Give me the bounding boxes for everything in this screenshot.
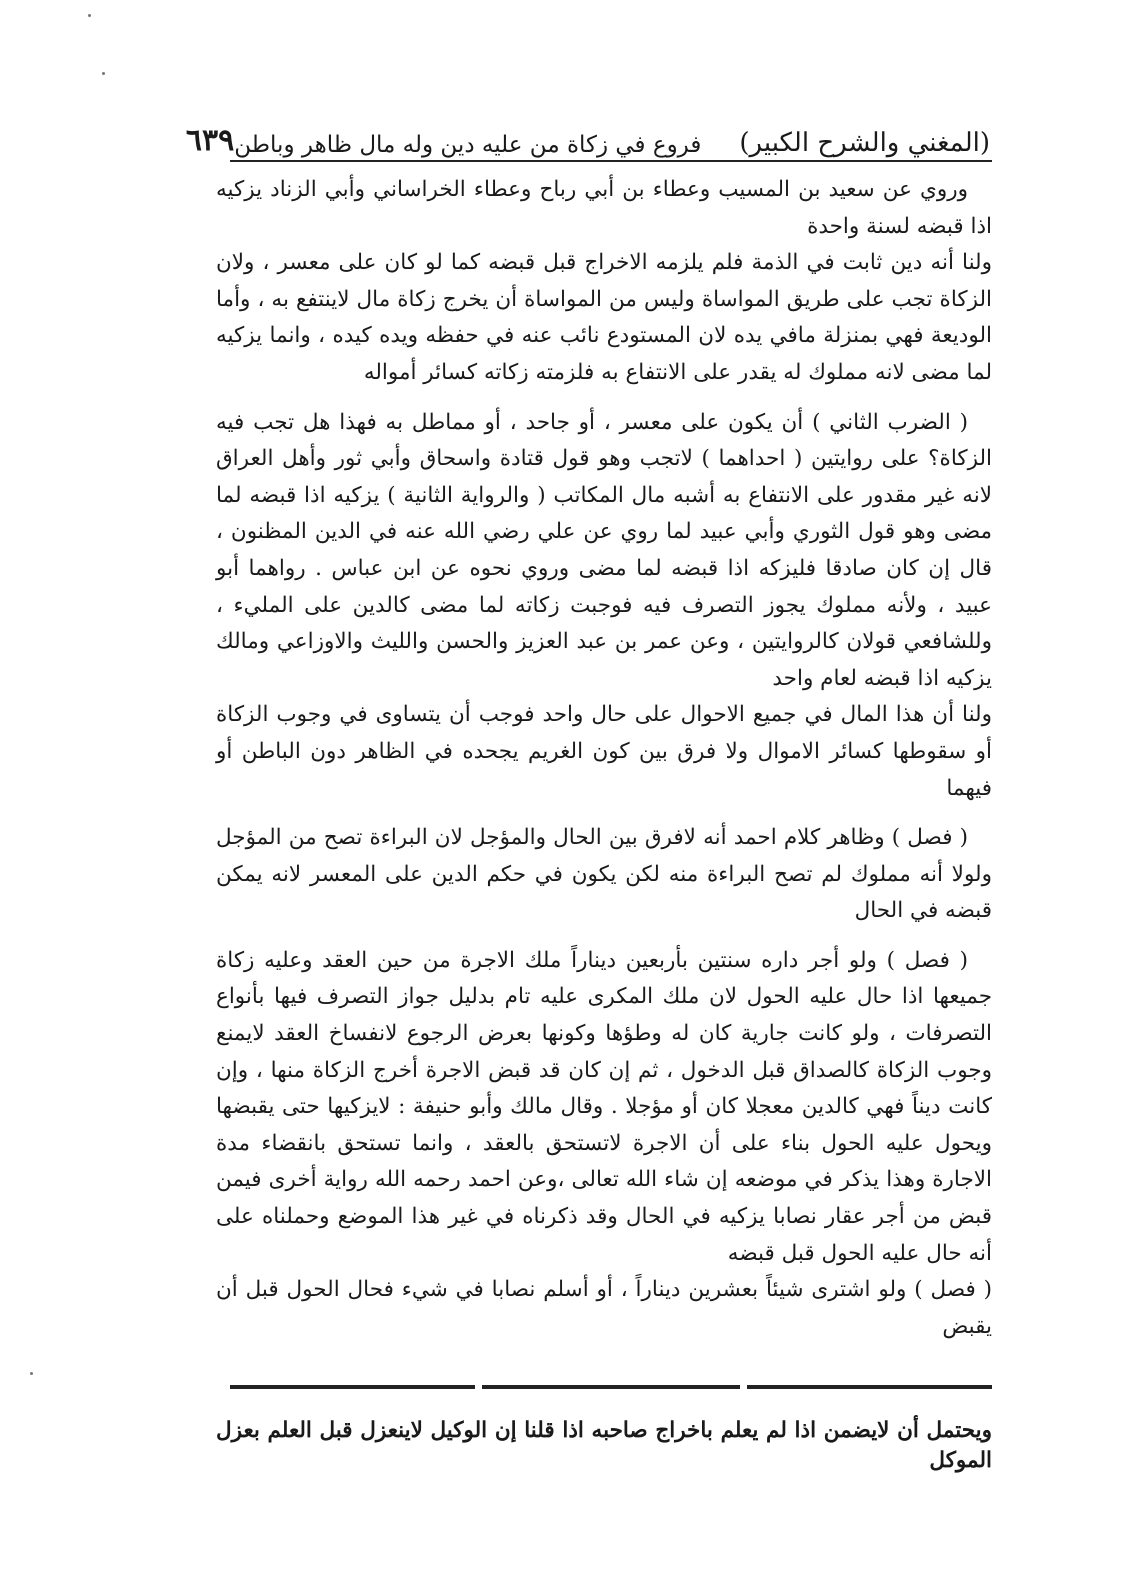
paragraph: ولنا أن هذا المال في جميع الاحوال على حال واحد فوجب أن يتساوى في وجوب الزكاة أو سقوطها كسائر الاموال ولا فرق بين كون الغريم يجحده في الظاهر دون الباطن أو فيهما bbox=[216, 702, 992, 801]
paragraph: ( فصل ) ولو اشترى شيئاً بعشرين ديناراً ، أو أسلم نصابا في شيء فحال الحول قبل أن يقبض bbox=[216, 1277, 992, 1339]
header-rule bbox=[230, 160, 992, 162]
paragraph: ( فصل ) وظاهر كلام احمد أنه لافرق بين الحال والمؤجل لان البراءة تصح من المؤجل ولولا أنه مملوك لم تصح البراءة منه لكن يكون في حكم الدين على المعسر لانه يمكن قبضه في الحال bbox=[216, 825, 992, 924]
page-number: ٦٣٩ bbox=[185, 123, 235, 158]
book-title: (المغني والشرح الكبير) bbox=[739, 128, 990, 158]
paragraph: وروي عن سعيد بن المسيب وعطاء بن أبي رباح وعطاء الخراساني وأبي الزناد يزكيه اذا قبضه لسنة واحدة bbox=[216, 177, 992, 239]
footnote-separator bbox=[230, 1385, 992, 1389]
paragraph: ولنا أنه دين ثابت في الذمة فلم يلزمه الاخراج قبل قبضه كما لو كان على معسر ، ولان الزكاة تجب على طريق المواساة وليس من المواساة أن يخرج زكاة مال لاينتفع به ، وأما الوديعة فهي بمنزلة مافي يده لان المستودع نائب عنه في حفظه ويده كيده ، وانما يزكيه لما مضى لانه مملوك له يقدر على الانتفاع به فلزمته زكاته كسائر أمواله bbox=[216, 250, 992, 385]
section-subtitle: فروع في زكاة من عليه دين وله مال ظاهر وباطن bbox=[234, 132, 702, 158]
page-header bbox=[185, 112, 990, 158]
scan-speck bbox=[30, 1372, 33, 1375]
main-text bbox=[216, 172, 992, 1345]
paragraph: ( فصل ) ولو أجر داره سنتين بأربعين ديناراً ملك الاجرة من حين العقد وعليه زكاة جميعها اذا حال عليه الحول لان ملك المكرى عليه تام بدليل جواز التصرف فيها بأنواع التصرفات ، ولو كانت جارية كان له وطؤها وكونها بعرض الرجوع لانفساخ العقد لايمنع وجوب الزكاة كالصداق قبل الدخول ، ثم إن كان قد قبض الاجرة أخرج الزكاة منها ، وإن كانت ديناً فهي كالدين معجلا كان أو مؤجلا . وقال مالك وأبو حنيفة : لايزكيها حتى يقبضها ويحول عليه الحول بناء على أن الاجرة لاتستحق بالعقد ، وانما تستحق بانقضاء مدة الاجارة وهذا يذكر في موضعه إن شاء الله تعالى ،وعن احمد رحمه الله رواية أخرى فيمن قبض من أجر عقار نصابا يزكيه في الحال وقد ذكرناه في غير هذا الموضع وحملناه على أنه حال عليه الحول قبل قبضه bbox=[216, 947, 992, 1266]
footnote: ويحتمل أن لايضمن اذا لم يعلم باخراج صاحبه اذا قلنا إن الوكيل لاينعزل قبل العلم بعزل الموكل bbox=[216, 1418, 992, 1473]
scan-speck bbox=[102, 72, 105, 75]
paragraph: ( الضرب الثاني ) أن يكون على معسر ، أو جاحد ، أو مماطل به فهذا هل تجب فيه الزكاة؟ على روايتين ( احداهما ) لاتجب وهو قول قتادة واسحاق وأبي ثور وأهل العراق لانه غير مقدور على الانتفاع به أشبه مال المكاتب ( والرواية الثانية ) يزكيه اذا قبضه لما مضى وهو قول الثوري وأبي عبيد لما روي عن علي رضي الله عنه في الدين المظنون ، قال إن كان صادقا فليزكه اذا قبضه لما مضى وروي نحوه عن ابن عباس . رواهما أبو عبيد ، ولأنه مملوك يجوز التصرف فيه فوجبت زكاته لما مضى كالدين على المليء ، وللشافعي قولان كالروايتين ، وعن عمر بن عبد العزيز والحسن والليث والاوزاعي ومالك يزكيه اذا قبضه لعام واحد bbox=[216, 409, 992, 691]
scan-speck bbox=[88, 14, 91, 17]
